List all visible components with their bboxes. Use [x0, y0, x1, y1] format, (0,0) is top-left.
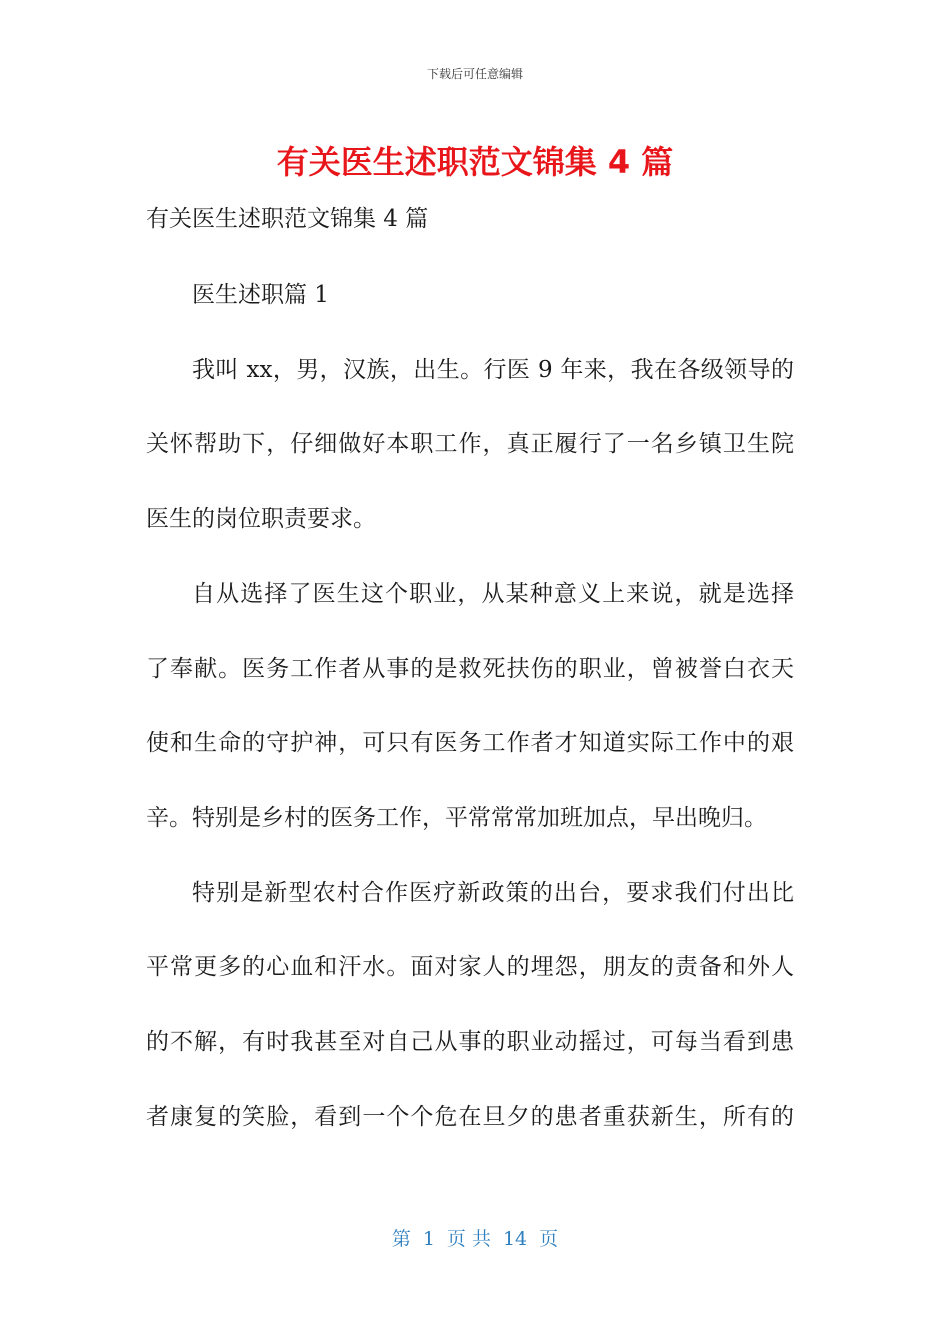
page-header-note: 下载后可任意编辑: [426, 67, 523, 81]
body-line: 关怀帮助下，仔细做好本职工作，真正履行了一名乡镇卫生院: [146, 431, 794, 457]
footer-current-page: 1: [422, 1228, 435, 1250]
footer-middle: 页 共: [446, 1228, 491, 1250]
footer-total-pages: 14: [502, 1228, 528, 1250]
body-line: 平常更多的心血和汗水。面对家人的埋怨，朋友的责备和外人: [146, 954, 794, 980]
footer-suffix: 页: [539, 1228, 559, 1250]
body-line: 特别是新型农村合作医疗新政策的出台，要求我们付出比: [192, 880, 794, 906]
body-line: 有关医生述职范文锦集 4 篇: [146, 206, 429, 232]
document-title: 有关医生述职范文锦集 4 篇: [276, 143, 674, 181]
body-line: 者康复的笑脸，看到一个个危在旦夕的患者重获新生，所有的: [146, 1104, 794, 1130]
body-line: 自从选择了医生这个职业，从某种意义上来说，就是选择: [192, 581, 794, 607]
body-line: 辛。特别是乡村的医务工作，平常常常加班加点，早出晚归。: [146, 805, 767, 831]
footer-prefix: 第: [391, 1228, 411, 1250]
body-line: 我叫 xx，男，汉族，出生。行医 9 年来，我在各级领导的: [192, 357, 794, 383]
body-line: 使和生命的守护神，可只有医务工作者才知道实际工作中的艰: [146, 730, 794, 756]
body-line: 医生的岗位职责要求。: [146, 506, 376, 532]
section-heading: 医生述职篇 1: [192, 282, 329, 308]
body-line: 了奉献。医务工作者从事的是救死扶伤的职业，曾被誉白衣天: [146, 656, 794, 682]
page-number-footer: [0, 1226, 950, 1252]
body-line: 的不解，有时我甚至对自己从事的职业动摇过，可每当看到患: [146, 1029, 794, 1055]
